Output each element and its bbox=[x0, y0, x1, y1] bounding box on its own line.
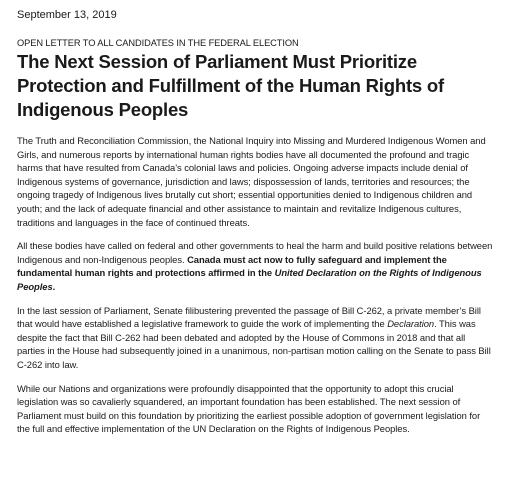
letter-recipient: OPEN LETTER TO ALL CANDIDATES IN THE FEDERAL ELECTION bbox=[17, 38, 299, 48]
paragraph-2-end: . bbox=[52, 280, 56, 292]
paragraph-2-text: All these bodies have called on federal and other governments to heal the harm and build positive relations between Indigenous and non-Indigenous peoples. bbox=[17, 240, 493, 265]
paragraph-1: The Truth and Reconciliation Commission, the National Inquiry into Missing and Murdered Indigenous Women and Girls, and numerous reports by international human rights bodies have all documented the profound and tragic harms that have resulted from Canada’s colonial laws and policies. Ongoing adverse impacts include denial of Indigenous systems of governance, jurisdiction and laws; dispossession of lands, territories and resources; the ongoing tragedy of Indigenous lives brutally cut short; essential opportunities denied to Indigenous children and youth; and the lack of adequate financial and other assistance to maintain and revitalize Indigenous cultures, traditions and languages in the face of continued threats. bbox=[17, 135, 486, 228]
paragraph-3-text-a: In the last session of Parliament, Senate filibustering prevented the passage of Bill C-262, a private member’s Bill that would have established a legislative framework to guide the work of implementing the bbox=[17, 304, 481, 330]
letter-page bbox=[17, 8, 495, 446]
paragraph-4: While our Nations and organizations were profoundly disappointed that the opportunity to adopt this crucial legislation was so cavalierly squandered, an important foundation has been established. The next session of Parliament must build on this foundation by prioritizing the earliest possible adoption of government legislation for the full and effective implementation of the UN Declaration on the Rights of Indigenous Peoples. bbox=[17, 382, 481, 435]
paragraph-3-text-b: . This was despite the fact that Bill C-262 had been debated and adopted by the House of Commons in 2018 and that all parties in the House had subsequently joined in a unanimous, non-partisan motion calling on the Senate to pass Bill C-262 into law. bbox=[17, 318, 491, 370]
paragraph-2 bbox=[17, 239, 495, 293]
letter-date: September 13, 2019 bbox=[17, 9, 117, 21]
paragraph-2-bold-italic: United Declaration on the Rights of Indigenous Peoples bbox=[17, 267, 482, 292]
paragraph-2-bold: Canada must act now to fully safeguard and implement the fundamental human rights and protections affirmed in the bbox=[17, 253, 447, 279]
paragraph-3 bbox=[17, 304, 495, 372]
letter-title: The Next Session of Parliament Must Prioritize Protection and Fulfillment of the Human Rights of Indigenous Peoples bbox=[17, 51, 444, 120]
paragraph-3-italic: Declaration bbox=[387, 318, 435, 330]
